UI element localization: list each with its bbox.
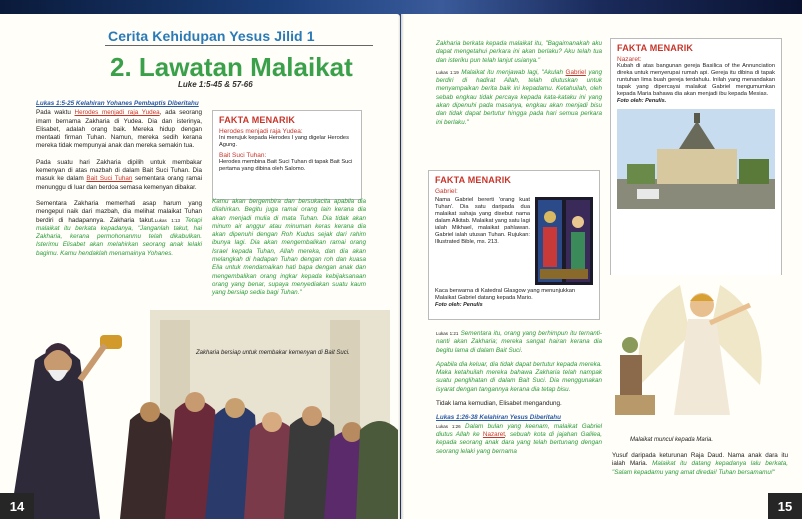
fakta-gabriel-text: Nama Gabriel bererti 'orang kuat Tuhan'. Dia satu daripada dua malaikat sahaja yang disebut nama dalam Alkitab. Malaikat yang satu lagi ialah Mikhael, malaikat pahlawan. Gabriel ialah utusan Tuhan. Rujukan: Illustrated Bible, ms. 213. [435,197,530,245]
section-reference: Lukas 1:5-25 Kelahiran Yohanes Pembaptis Diberitahu [36,100,199,107]
left-column-text [36,100,202,258]
right-column2-bottom: Yusuf daripada keturunan Raja Daud. Nama anak dara itu ialah Maria. Malaikat itu datang kepadanya lalu berkata, "Salam kepadamu yang amat diredai! Tuhan bersamamu!" [612,452,788,476]
bait-suci-link[interactable]: Bait Suci Tuhan [86,175,133,183]
fakta-herodes-heading: Herodes menjadi raja Yudea: [219,128,303,135]
temple-illustration [0,300,398,519]
paragraph-1: Pada waktu Herodes menjadi raja Yudea, ada seorang imam bernama Zakharia di Yudea. Dia dan isterinya, Elisabet, adalah orang baik. Mereka hidup dengan mentaati firman Tuhan. Namun, mereka sedih kerana mereka tidak mempunyai anak dan mereka semakin tua. [36,109,202,150]
section-reference-2: Lukas 1:26-38 Kelahiran Yesus Diberitahu [436,414,561,422]
chapter-title: 2. Lawatan Malaikat [110,52,353,82]
fakta-nazaret-photo-credit: Foto oleh: Penulis. [617,98,667,104]
page-number-right: 15 [768,493,802,519]
fakta-gabriel-body [435,197,593,285]
right-paragraph-5: Tidak lama kemudian, Elisabet mengandung. [436,400,562,408]
fakta-box-gabriel [428,170,600,320]
nazaret-link[interactable]: Nazaret [482,430,505,438]
fakta-nazaret-heading: Nazaret: [617,56,642,63]
fakta-title: FAKTA MENARIK [219,115,296,125]
stained-glass-image [535,197,593,285]
series-title: Cerita Kehidupan Yesus Jilid 1 [108,28,315,44]
gabriel-link[interactable]: Gabriel [565,68,586,76]
right-column-text-lower [436,330,602,456]
title-rule [105,45,373,46]
fakta-gabriel-photo-credit: Foto oleh: Penulis [435,302,483,308]
paragraph-2: Pada suatu hari Zakharia dipilih untuk membakar kemenyan di atas mazbah di dalam Bait Suci Tuhan. Dia masuk ke dalam Bait Suci Tuhan sementara orang ramai menunggu di luar dan berdoa semasa kemenyan dibakar. [36,158,202,191]
fakta-gabriel-caption: Kaca berwarna di Katedral Glasgow yang menunjukkan Malaikat Gabriel datang kepada Mario. [435,288,576,301]
basilica-photo [617,109,775,209]
chapter-reference: Luke 1:5-45 & 57-66 [178,80,253,89]
fakta-bait-suci-heading: Bait Suci Tuhan: [219,152,267,159]
right-paragraph-1: Zakharia berkata kepada malaikat itu, "Bagaimanakah aku dapat mengetahui perkara ini akan berlaku? Aku telah tua dan isteriku pun telah lanjut usianya." [436,40,602,64]
right-paragraph-2: $^{Lukas 1:19}$ Malaikat itu menjawab lagi, "Akulah Gabriel yang berdiri di hadirat Allah, telah diutuskan untuk menyampaikan berita baik ini kepadamu. Ketahuilah, oleh sebab engkau tidak percaya kepada kata-kataku ini yang akan dipenuhi pada masanya, engkau akan menjadi bisu dan tidak dapat bertutur hingga pada hari semua perkara ini berlaku." [436,68,603,126]
temple-caption: Zakharia bersiap untuk membakar kemenyan di Bait Suci. [196,350,350,356]
angel-illustration [610,275,795,435]
book-gutter [398,14,404,519]
left-column2-quote: Kamu akan bergembira dan bersukacita apabila dia dilahirkan. Begitu juga ramai orang lain kerana dia akan menjadi mulia di mata Tuhan. Dia tidak akan minum air anggur atau minuman keras kerana dia akan dipenuhi dengan Roh Kudus sejak dari rahim ibunya lagi. Dia akan mengembalikan ramai orang Israel kepada Tuhan, Allah mereka, dan dia akan melangkah di hadapan Tuhan dengan roh dan kuasa Elia untuk mendamaikan hati bapa dengan anak dan mengembalikan orang ingkar kepada kebijaksanaan orang yang benar, supaya menyediakan suatu kaum yang bersiap sedia bagi Tuhan." [212,198,366,297]
fakta-box-nazaret [610,38,782,276]
fakta-gabriel-title: FAKTA MENARIK [435,175,512,185]
fakta-nazaret-title: FAKTA MENARIK [617,43,694,53]
page-number-left: 14 [0,493,34,519]
paragraph-3: Sementara Zakharia memerhati asap harum yang mengepul naik dari mazbah, dia melihat malaikat Tuhan berdiri di hadapannya. Zakharia takut.$^{Lukas 1:13}$ Tetapi malaikat itu berkata kepadanya, "Janganlah takut, hai Zakharia, kerana permohonanmu telah dikabulkan. Isterimu Elisabet akan melahirkan seorang anak lelaki bagimu. Kamu hendaklah menamainya Yohanes. [36,199,202,257]
right-column-text [436,40,602,127]
angel-caption: Malaikat muncul kepada Maria. [630,437,714,443]
right-paragraph-4: Apabila dia keluar, dia tidak dapat bertutur kepada mereka. Maka ketahuilah mereka bahawa Zakharia telah nampak suatu penglihatan di dalam Bait Suci. Dia menggunakan isyarat dengan tangannya kerana dia tetap bisu. [436,360,602,393]
fakta-gabriel-heading: Gabriel: [435,188,458,195]
right-paragraph-3: $^{Lukas 1:21}$ Sementara itu, orang yang berhimpun itu ternanti-nanti akan Zakharia; mereka sangat hairan kerana dia begitu lama di dalam Bait Suci. [436,330,602,354]
fakta-box-left [212,110,362,200]
right-paragraph-6: $^{Lukas 1:26}$ Dalam bulan yang keenam, malaikat Gabriel diutus Allah ke Nazaret, sebuah kota di jajahan Galilea, kepada seorang anak dara yang telah bertunang dengan seorang lelaki yang bernama [436,422,602,455]
fakta-herodes-text: Ini merujuk kepada Herodes I yang digelar Herodes Agung. [219,135,349,148]
fakta-nazaret-text: Kubah di atas bangunan gereja Basilica of the Annunciation direka untuk menyerupai rumah api. Gereja itu dibina di tapak runtuhan lima buah gereja terdahulu. Inilah yang menandakan tapak yang dipercayai malaikat Gabriel mengumumkan kepada Maria bahawa dia akan menjadi ibu kepada Mesias. [617,63,775,97]
fakta-bait-suci-text: Herodes membina Bait Suci Tuhan di tapak Bait Suci pertama yang dibina oleh Salomo. [219,159,353,172]
herodes-link[interactable]: Herodes menjadi raja Yudea [74,109,160,117]
